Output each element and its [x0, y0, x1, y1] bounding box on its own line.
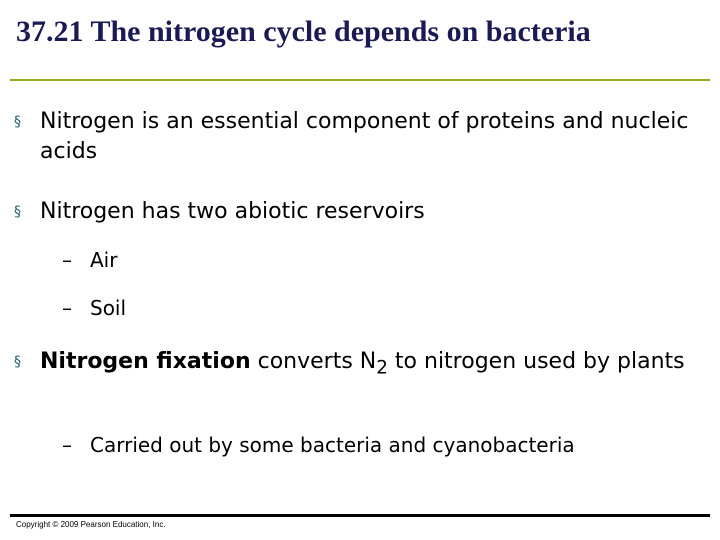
copyright-text: Copyright © 2009 Pearson Education, Inc.: [16, 520, 166, 529]
bullet-marker-icon: §: [14, 204, 21, 220]
subbullet-text: Soil: [90, 296, 127, 320]
bullet-text: Nitrogen is an essential component of proteins and nucleic acids: [40, 109, 689, 164]
bullet-item: [14, 197, 694, 227]
dash-marker: –: [62, 433, 72, 457]
subbullet-item: [62, 431, 702, 459]
title-divider: [10, 79, 710, 81]
subbullet-text: Carried out by some bacteria and cyanobacteria: [90, 433, 575, 457]
footer-divider: [10, 514, 710, 517]
bullet-item: [14, 347, 694, 383]
dash-marker: –: [62, 296, 72, 320]
subbullet-item: [62, 246, 702, 274]
bullet-text-part: converts N: [250, 349, 377, 374]
bullet-text-part: to nitrogen used by plants: [387, 349, 685, 374]
bold-term: Nitrogen fixation: [40, 349, 251, 374]
bullet-text: Nitrogen has two abiotic reservoirs: [40, 199, 425, 224]
subbullet-text: Air: [90, 248, 118, 272]
subscript: 2: [376, 357, 388, 379]
bullet-item: [14, 107, 694, 167]
dash-marker: –: [62, 248, 72, 272]
bullet-marker-icon: §: [14, 114, 21, 130]
bullet-marker-icon: §: [14, 354, 21, 370]
bullet-text: [40, 347, 694, 383]
subbullet-item: [62, 294, 702, 322]
slide-title: 37.21 The nitrogen cycle depends on bacteria: [16, 15, 591, 48]
